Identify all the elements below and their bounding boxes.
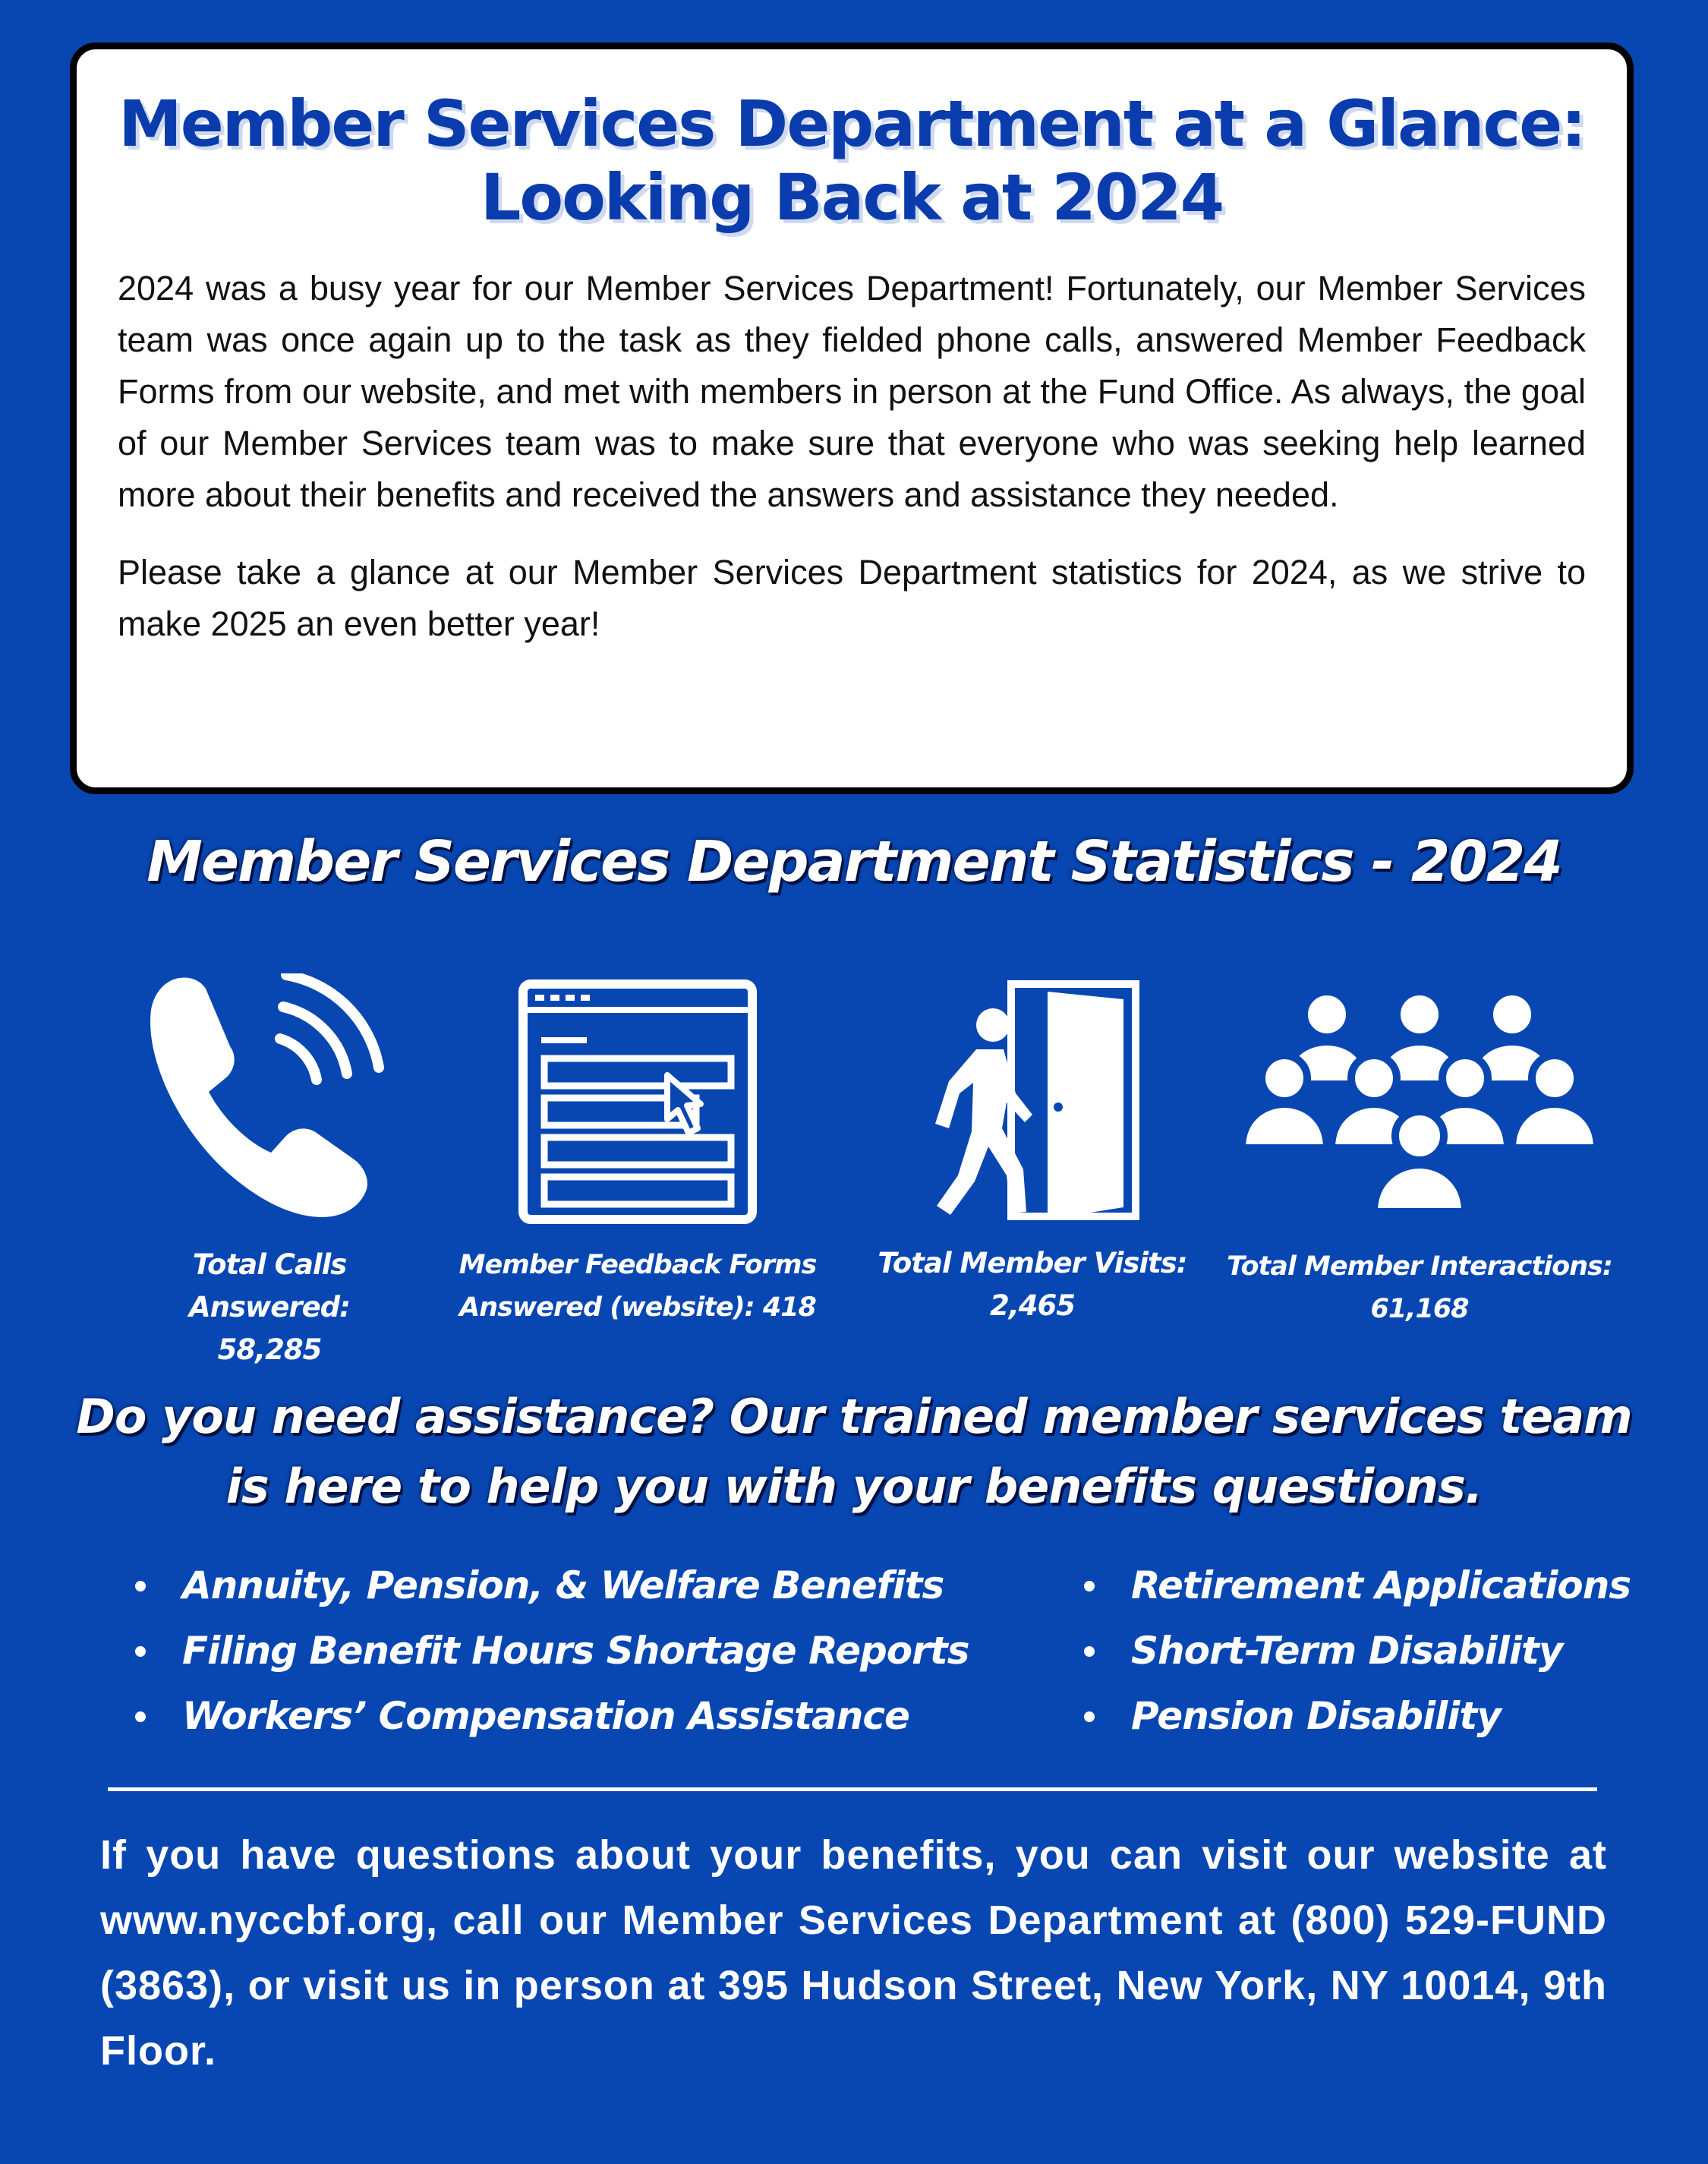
stat-interactions-title: Total Member Interactions: bbox=[1227, 1251, 1612, 1282]
phone-icon bbox=[140, 973, 399, 1224]
page-title-line-2: Looking Back at 2024 bbox=[480, 160, 1224, 235]
stat-calls-title: Total Calls Answered: bbox=[189, 1248, 350, 1323]
assistance-heading-line-1: Do you need assistance? Our trained member services team bbox=[76, 1389, 1632, 1444]
list-item: Pension Disability bbox=[1078, 1683, 1631, 1749]
stat-feedback-value: Answered (website): 418 bbox=[459, 1292, 816, 1323]
contact-information: If you have questions about your benefits, you can visit our website at www.nyccbf.org, call our Member Services Department at (800) 529-FUND (3863), or visit us in person at 395 Hudson Street, New York, NY 10014, 9th Floor. bbox=[100, 1832, 1607, 2074]
stat-calls-label bbox=[110, 1244, 429, 1371]
list-item: Filing Benefit Hours Shortage Reports bbox=[129, 1618, 969, 1683]
stat-feedback-forms bbox=[455, 979, 820, 1329]
stat-interactions-label bbox=[1215, 1245, 1624, 1330]
stat-visits-value: 2,465 bbox=[989, 1289, 1076, 1322]
stat-visits-title: Total Member Visits: bbox=[878, 1247, 1187, 1279]
section-divider bbox=[108, 1787, 1597, 1791]
walking-through-door-icon bbox=[919, 979, 1146, 1222]
stat-member-interactions bbox=[1215, 987, 1624, 1330]
assistance-heading bbox=[0, 1382, 1708, 1522]
stat-feedback-label bbox=[455, 1244, 820, 1329]
intro-paragraph: 2024 was a busy year for our Member Services Department! Fortunately, our Member Services team was once again up to the task as they fielded phone calls, answered Member Feedback Forms from our website, and met with members in person at the Fund Office. As always, the goal of our Member Services team was to make sure that everyone who was seeking help learned more about their benefits and received the answers and assistance they needed. bbox=[118, 268, 1586, 514]
topics-list-left bbox=[129, 1553, 969, 1749]
list-item: Workers’ Compensation Assistance bbox=[129, 1683, 969, 1749]
topics-list-right bbox=[1078, 1553, 1631, 1749]
intro-closing-paragraph: Please take a glance at our Member Services Department statistics for 2024, as we strive to make 2025 an even better year! bbox=[118, 552, 1586, 643]
stat-interactions-value: 61,168 bbox=[1370, 1294, 1469, 1324]
intro-card bbox=[70, 43, 1634, 794]
list-item: Annuity, Pension, & Welfare Benefits bbox=[129, 1553, 969, 1618]
feedback-form-icon bbox=[518, 979, 757, 1224]
group-of-people-icon bbox=[1237, 987, 1602, 1215]
stat-calls-value: 58,285 bbox=[217, 1333, 322, 1366]
list-item: Short-Term Disability bbox=[1078, 1618, 1631, 1683]
page-title bbox=[118, 87, 1586, 235]
stat-feedback-title: Member Feedback Forms bbox=[459, 1250, 817, 1280]
stat-visits-label bbox=[858, 1242, 1207, 1327]
page-title-line-1: Member Services Department at a Glance: bbox=[118, 87, 1585, 161]
assistance-heading-line-2: is here to help you with your benefits questions. bbox=[225, 1459, 1483, 1514]
stat-calls bbox=[110, 973, 429, 1371]
statistics-heading: Member Services Department Statistics - 2024 bbox=[147, 829, 1561, 894]
stat-member-visits bbox=[858, 979, 1207, 1327]
list-item: Retirement Applications bbox=[1078, 1553, 1631, 1618]
